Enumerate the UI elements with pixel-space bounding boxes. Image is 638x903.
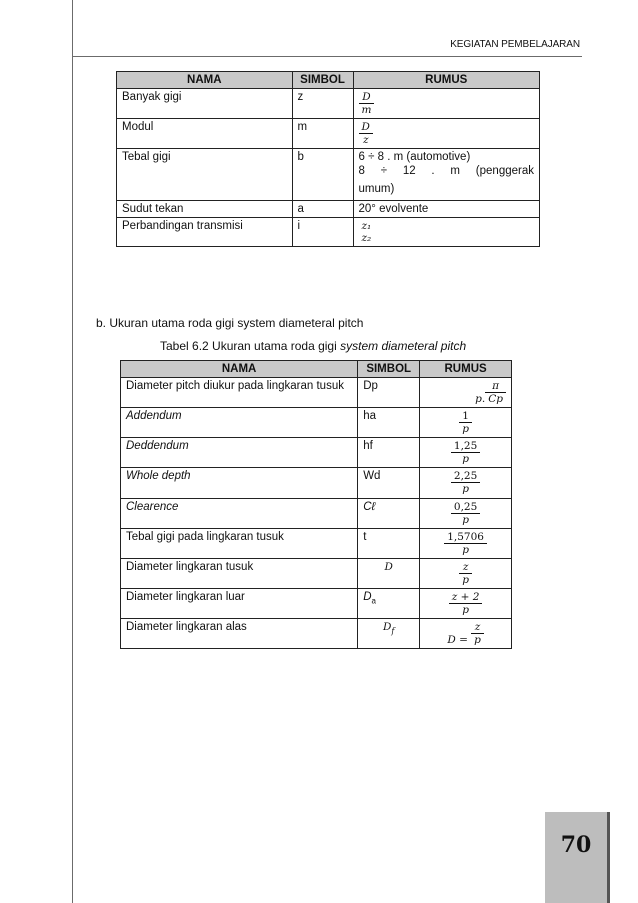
cell-rumus: D = $\frac{z}{p}$ — [420, 619, 512, 649]
col-header-rumus: RUMUS — [420, 361, 512, 378]
section-b-label: b. Ukuran utama roda gigi system diameteral pitch — [96, 316, 364, 330]
col-header-nama: NAMA — [117, 72, 293, 89]
formula-fraction: $\frac{1}{p}$ — [459, 410, 472, 435]
formula-fraction: $\frac{0,25}{p}$ — [451, 501, 480, 526]
table-row — [117, 119, 540, 149]
cell-simbol: i — [292, 217, 353, 246]
left-margin-rule — [72, 0, 73, 903]
cell-nama: Sudut tekan — [117, 200, 293, 217]
formula-fraction: $\frac{z + 2}{p}$ — [449, 591, 483, 616]
cell-nama: Clearence — [121, 498, 358, 528]
cell-simbol: a — [292, 200, 353, 217]
cell-nama: Tebal gigi pada lingkaran tusuk — [121, 528, 358, 558]
formula-fraction: $\frac{D}{m}$ — [359, 91, 375, 116]
cell-simbol: z — [292, 89, 353, 119]
cell-rumus — [420, 528, 512, 558]
col-header-nama: NAMA — [121, 361, 358, 378]
table-gigi-modul — [116, 71, 540, 247]
rumus-line: 6 ÷ 8 . m (automotive) — [358, 151, 471, 164]
formula-fraction: $\frac{1,5706}{p}$ — [444, 531, 487, 556]
cell-nama: Modul — [117, 119, 293, 149]
cell-rumus — [420, 558, 512, 588]
formula-fraction: $\frac{\pi}{Cp}$ — [485, 380, 506, 405]
cell-rumus — [420, 408, 512, 438]
table-row — [121, 528, 512, 558]
cell-nama: Tebal gigi — [117, 149, 293, 201]
formula-fraction: z₁ z₂ — [361, 219, 372, 244]
formula-fraction: $\frac{z}{p}$ — [459, 561, 472, 586]
cell-rumus — [353, 149, 539, 201]
rumus-line: 8 ÷ 12 . m (penggerak umum) — [358, 165, 534, 195]
cell-simbol: Cℓ — [358, 498, 420, 528]
cell-rumus: 20° evolvente — [353, 200, 539, 217]
cell-nama: Diameter pitch diukur pada lingkaran tusuk — [121, 378, 358, 408]
cell-simbol: Wd — [358, 468, 420, 498]
cell-nama: Banyak gigi — [117, 89, 293, 119]
cell-simbol: t — [358, 528, 420, 558]
cell-simbol: $D_f$ — [358, 619, 420, 649]
cell-rumus — [420, 438, 512, 468]
table-row — [121, 378, 512, 408]
table-row — [121, 498, 512, 528]
formula-fraction: $\frac{2,25}{p}$ — [451, 470, 480, 495]
formula-fraction: $\frac{z}{p}$ — [471, 621, 484, 646]
page-number-box — [545, 812, 607, 903]
col-header-rumus: RUMUS — [353, 72, 539, 89]
cell-simbol: b — [292, 149, 353, 201]
cell-nama: Addendum — [121, 408, 358, 438]
table-row — [117, 200, 540, 217]
cell-rumus — [353, 119, 539, 149]
cell-nama: Diameter lingkaran alas — [121, 619, 358, 649]
table-header-row — [121, 361, 512, 378]
table-caption: Tabel 6.2 Ukuran utama roda gigi system diameteral pitch — [160, 339, 467, 353]
table-header-row — [117, 72, 540, 89]
cell-simbol: m — [292, 119, 353, 149]
cell-nama: Diameter lingkaran tusuk — [121, 558, 358, 588]
cell-rumus — [353, 89, 539, 119]
table-row — [121, 619, 512, 649]
formula-fraction: $\frac{D}{z}$ — [359, 121, 373, 146]
cell-simbol: hf — [358, 438, 420, 468]
table-row — [117, 89, 540, 119]
table-row — [121, 558, 512, 588]
cell-rumus — [420, 498, 512, 528]
cell-rumus — [353, 217, 539, 246]
table-diametral-pitch — [120, 360, 512, 649]
table-row — [121, 438, 512, 468]
cell-nama: Deddendum — [121, 438, 358, 468]
header-rule — [72, 56, 582, 57]
cell-rumus — [420, 468, 512, 498]
cell-nama: Diameter lingkaran luar — [121, 588, 358, 618]
formula-fraction: $\frac{1,25}{p}$ — [451, 440, 480, 465]
table-row — [121, 588, 512, 618]
table-row — [117, 217, 540, 246]
cell-nama: Whole depth — [121, 468, 358, 498]
running-header: KEGIATAN PEMBELAJARAN — [450, 39, 580, 50]
page-number: 70 — [560, 832, 592, 858]
table-row — [121, 468, 512, 498]
cell-rumus: p. $\frac{\pi}{Cp}$ — [420, 378, 512, 408]
col-header-simbol: SIMBOL — [292, 72, 353, 89]
cell-simbol: ha — [358, 408, 420, 438]
cell-simbol: Dp — [358, 378, 420, 408]
col-header-simbol: SIMBOL — [358, 361, 420, 378]
cell-nama: Perbandingan transmisi — [117, 217, 293, 246]
cell-simbol: $D_a$ — [358, 588, 420, 618]
table-row — [117, 149, 540, 201]
cell-simbol: D — [358, 558, 420, 588]
cell-rumus — [420, 588, 512, 618]
table-row — [121, 408, 512, 438]
